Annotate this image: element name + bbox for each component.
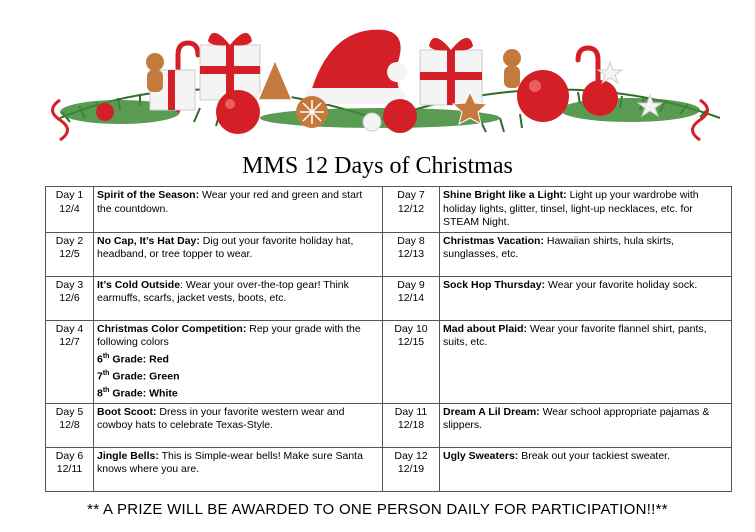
day-cell [383,320,440,403]
day-description [94,320,383,403]
day-theme: Christmas Vacation: [443,234,544,247]
day-number: Day 9 [397,278,425,291]
day-date: 12/6 [59,292,80,304]
day-cell [46,187,94,233]
day-number: Day 5 [55,405,84,418]
day-number: Day 10 [394,322,428,335]
day-number: Day 3 [55,278,84,291]
day-text: : Wear your over-the-top gear! Think earmuffs, scarfs, jacket vests, boots, etc. [97,278,349,304]
day-text: Hawaiian shirts, hula skirts, sunglasses, etc. [443,234,675,260]
christmas-banner-illustration [0,0,755,145]
day-description [440,320,732,403]
day-date: 12/11 [56,463,83,475]
day-number: Day 7 [397,189,425,201]
day-cell [46,447,94,491]
day-description [440,232,732,276]
day-cell [383,187,440,233]
day-date: 12/8 [59,419,80,431]
day-text: This is Simple-wear bells! Make sure Santa knows where you are. [97,449,363,475]
day-number: Day 4 [55,322,84,335]
day-text: Wear school appropriate pajamas & slippers. [443,405,710,431]
grade-color-line: 8th Grade: White [97,386,178,399]
schedule-row [46,320,732,403]
day-theme: Boot Scoot: [97,405,157,418]
schedule-row [46,187,732,233]
day-theme: No Cap, It’s Hat Day: [97,234,200,247]
day-theme: It’s Cold Outside [97,278,181,291]
day-theme: Sock Hop Thursday: [443,278,546,291]
day-number: Day 12 [394,449,428,462]
day-text: Rep your grade with the following colors [97,322,361,348]
day-theme: Jingle Bells: [97,449,159,462]
day-description [94,447,383,491]
day-description [94,232,383,276]
day-date: 12/15 [397,336,425,348]
snowflake-cookie-icon [296,96,328,128]
day-cell [383,447,440,491]
day-text: Dig out your favorite holiday hat, headband, or tree topper to wear. [97,234,354,260]
day-number: Day 6 [55,449,84,462]
day-theme: Dream A Lil Dream: [443,405,540,418]
day-cell [383,403,440,447]
grade-color-line: 7th Grade: Green [97,369,180,382]
page-title: MMS 12 Days of Christmas [242,153,513,179]
day-text: Wear your favorite flannel shirt, pants, suits, etc. [443,322,707,348]
day-cell [46,276,94,320]
day-text: Light up your wardrobe with holiday lights, glitter, tinsel, light-up necklaces, etc. for STEAM Night. [443,189,699,228]
day-cell [383,276,440,320]
day-date: 12/18 [397,419,425,431]
schedule-row [46,232,732,276]
schedule-row [46,403,732,447]
day-cell [383,232,440,276]
day-date: 12/14 [397,292,425,304]
day-cell [46,232,94,276]
day-theme: Ugly Sweaters: [443,449,519,462]
day-cell [46,320,94,403]
day-description [440,187,732,233]
day-text: Wear your red and green and start the countdown. [97,189,363,215]
day-description [440,276,732,320]
grade-color-line: 6th Grade: Red [97,352,169,365]
day-text: Break out your tackiest sweater. [518,449,671,462]
santa-hat-icon [305,30,407,104]
day-date: 12/12 [397,202,425,215]
day-theme: Shine Bright like a Light: [443,189,567,201]
day-theme: Spirit of the Season: [97,189,200,201]
day-date: 12/19 [397,463,425,475]
day-date: 12/7 [59,336,80,348]
schedule-row [46,276,732,320]
day-number: Day 1 [55,189,84,201]
schedule-table [45,186,732,492]
schedule-row [46,447,732,491]
day-description [94,403,383,447]
day-number: Day 8 [397,234,425,247]
day-description [94,187,383,233]
day-description [440,447,732,491]
day-date: 12/4 [59,202,80,215]
day-number: Day 2 [55,234,84,247]
day-date: 12/13 [397,248,425,260]
day-theme: Christmas Color Competition: [97,322,247,335]
day-date: 12/5 [59,248,80,260]
day-cell [46,403,94,447]
day-text: Wear your favorite holiday sock. [545,278,698,291]
day-theme: Mad about Plaid: [443,322,527,335]
day-text: Dress in your favorite western wear and cowboy hats to celebrate Texas-Style. [97,405,345,431]
day-description [94,276,383,320]
day-number: Day 11 [394,405,428,418]
day-description [440,403,732,447]
prize-notice: ** A PRIZE WILL BE AWARDED TO ONE PERSON DAILY FOR PARTICIPATION!!** [87,501,668,518]
